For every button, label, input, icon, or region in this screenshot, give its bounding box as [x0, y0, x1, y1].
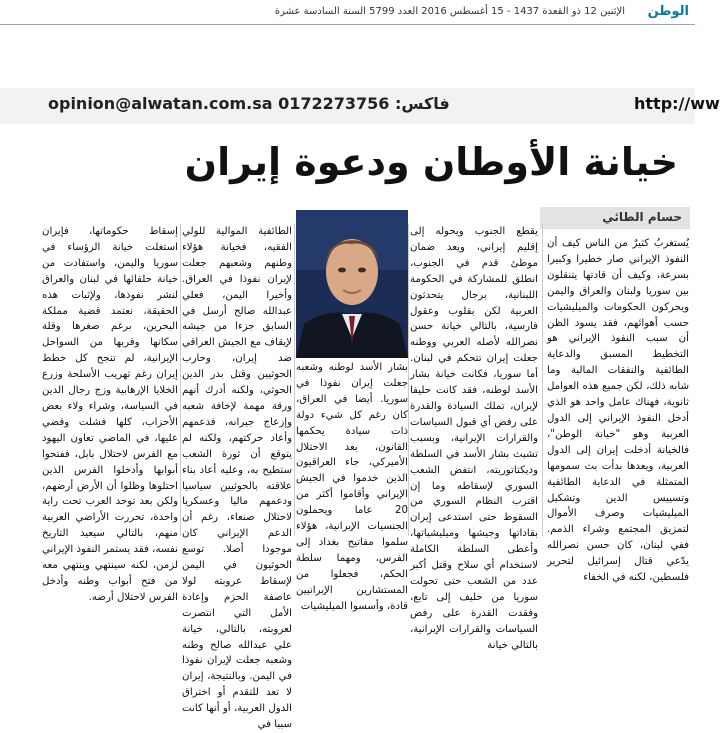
- issue-dateline: الإثنين 12 ذو القعدة 1437 - 15 أغسطس 2016 العدد 5799 السنة السادسة عشرة: [274, 6, 625, 17]
- article-column-1: يُستغربُ كثيرٌ من الناس كيف أن النفوذ الإيراني صار خطيرا وكبيرا بسرعة، وكيف أن قادتها يتنقلون بين سوريا ولبنان والعراق واليمن ويحركون الحكومات والميليشيات حسب أهوائهم، فقد يسود الظن أن سبب النفوذ الإيراني هو التخطيط المسبق والدعاية الطائفية والنفقات المالية وما شابه ذلك، لكن جميع هذه العوامل ثانوية، فهناك عامل واحد هو الذي أدخل النفوذ الإيراني إلى الدول العربية وهو "خيانة الوطن"، فالخيانة أدخلت إيران إلى الدول العربية، ويعدها بدأت بث سمومها المتمثلة في الدعاية الطائفية وتسييس الدين وتشكيل الميليشيات وصرف الأموال لتمزيق المجتمع وشراء الذمم. ففي لبنان، كان حسن نصرالله يدّعي قتال إسرائيل لتحرير فلسطين، لكنه في الخفاء: [547, 238, 689, 584]
- portrait-illustration: [296, 210, 408, 358]
- newspaper-logo: الوطن: [647, 4, 689, 19]
- column-divider: [294, 224, 295, 536]
- article-column-5: إسقاط حكوماتها، فإيران استغلت خيانة الرؤساء في سوريا واليمن، واستفادت من خيانة حلفائها في لبنان والعراق لنشر نفوذها، ولإثبات هذه الحقيقة، نعتمد قضية مملكة البحرين، برغم صغرها وقلة سكانها وقربها من السواحل الإيرانية، لم تنجح كل خطط إيران رغم تهريب الأسلحة وزرع الخلايا الإرهابية وزج رجال الدين في السياسة، وشراء ولاء بعض الأحزاب، كلها فشلت وقضي عليها، في الماضي تعاون اليهود مع الفرس لاحتلال بابل، ففتحوا أبوابها وأدخلوا الفرس الذين احتلوها وظلوا أن الأرض أرضهم، ولكن بعد توحد العرب تحت راية واحدة، تحررت الأراضي العربية منهم، بالتالي سيعيد التاريخ نفسه، فقد يستمر النفوذ الإيراني لزمن، لكنه سينتهي وينتهي معه من فتح أبواب وطنه وأدخل الفرس لاحتلال أرضه.: [42, 226, 178, 603]
- article-column-2: يقطع الجنوب ويحوله إلى إقليم إيراني، ويعد ضمان موطئ قدم في الجنوب، انطلق للمشاركة في الحكومة اللبنانية، برجال يتحدثون العربية لكن بقلوب وعقول فارسية، بالتالي خيانة حسن نصرالله لأصله العربي ووطنه جعلت إيران تتحكم في لبنان. أما سوريا، فكانت خيانة بشار الأسد لوطنه، فقد كانت حليفا لإيران، تملك السيادة والقدرة على رفض أي قبول السياسات والقرارات الإيرانية، وبسبب تشبث بشار الأسد في السلطة وديكتاتوريته، انتفض الشعب السوري لإسقاطه وما إن اقترب النظام السوري من السقوط حتى استدعى إيران بقاداتها وجيشها وميليشياتها، وأعطى السلطة الكاملة لاستخدام أي سلاح وقتل أكبر عدد من الشعب حتى تحولت سوريا من حليف إلى تابع، وفقدت القدرة على رفض السياسات والقرارات الإيرانية، بالتالي خيانة: [410, 226, 538, 651]
- masthead: [0, 0, 695, 96]
- column-divider: [542, 224, 543, 536]
- article-column-3: بشار الأسد لوطنه وشعبه جعلت إيران نفوذا في سوريا. أيضا في العراق، كان رغم كل شيء دولة ذات سيادة يحكمها القانون، بعد الاحتلال الأميركي، جاء العراقيون الذين خدموا في الجيش الإيراني وأقاموا أكثر من 20 عاما ويحملون الجنسيات الإيرانية، هؤلاء سلموا مفاتيح بغداد إلى الفرس، ومهما سلطة الحكم، فجعلوا من المستشارين الإيرانيين قادة، وأسسوا الميليشيات: [296, 362, 408, 612]
- author-box: [540, 207, 690, 229]
- column-divider: [180, 224, 181, 536]
- article-headline: خيانة الأوطان ودعوة إيران: [184, 140, 678, 184]
- column-divider: [408, 224, 409, 536]
- author-portrait-icon: [296, 210, 408, 358]
- masthead-divider: [0, 24, 695, 25]
- author-name: حسام الطائي: [602, 210, 682, 224]
- article-column-4: الطائفية الموالية للولي الفقيه، فخيانة هؤلاء وطنهم وشعبهم جعلت لإيران نفوذا في العراق. وأخيرا اليمن، فعلي عبدالله صالح أرسل في السابق جزءا من جيشه لإيقاف مع الجيش العراقي ضد إيران، وحارب الحوثيين وقتل بدر الدين الحوثي، ولكنه أدرك أنهم ورقة مهمة لإخافة شعبه وإزعاج جيرانه، فدعمهم وأعاد حركتهم، ولكنه لم يتوقع أن ثورة الشعب ستطيح به، وعليه أعاد بناء علاقته بالحوثيين سياسيا ودعمهم ماليا وعسكريا لاحتلال صنعاء، رغم أن الدعم الإيراني كان موجودا أصلا. توسع الحوثيون في اليمن لإسقاط عروبته لولا عاصفة الحزم وإعادة الأمل التي انتصرت لعروبته، بالتالي، خيانة علي عبدالله صالح وطنه وشعبه جعلت لإيران نفوذا في اليمن. وبالنتيجة، إيران لا تعد للتقدم أو اختراق الدول العربية، أو أنها كانت سببا في: [182, 226, 292, 731]
- contact-info: opinion@alwatan.com.sa فاكس: 0172273756: [48, 94, 450, 113]
- website-url: http://ww: [634, 94, 720, 113]
